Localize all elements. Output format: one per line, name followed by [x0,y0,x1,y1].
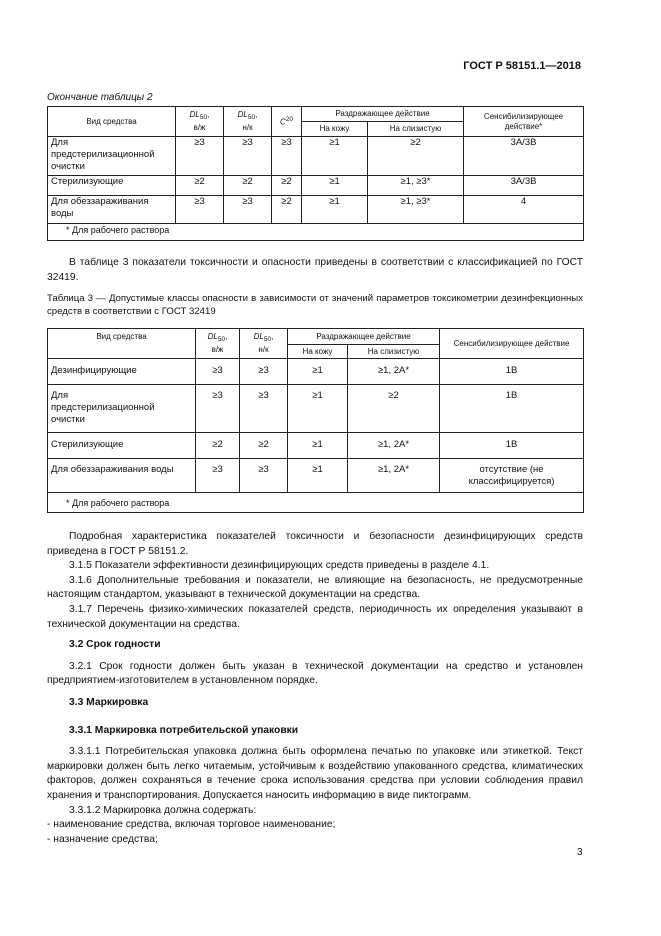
t2-head-skin: На кожу [302,122,368,137]
t3-cell-mucous: ≥2 [348,385,440,433]
t3-cell-mucous: ≥1, 2А* [348,433,440,459]
t3-cell-dl2: ≥2 [240,433,288,459]
table-row [48,459,584,493]
t3-cell-dl2: ≥3 [240,385,288,433]
t3-cell-dl2: ≥3 [240,459,288,493]
paragraph-detail: Подробная характеристика показателей токсичности и безопасности дезинфицирующих средств приведена в ГОСТ Р 58151.2. [47,531,583,557]
t3-head-irritant: Раздражающее действие [288,329,440,345]
t3-head-sensitizing: Сенсибилизирующее действие [440,329,584,359]
t2-cell-dl2: ≥3 [224,196,272,224]
t2-cell-kind: Для предстерилизационной очистки [48,137,176,176]
table3-caption: Таблица 3 — Допустимые классы опасности в зависимости от значений параметров токсикометрии дезинфекционных средств в соответствии с ГОСТ 32419 [47,293,583,317]
t3-cell-dl2: ≥3 [240,359,288,385]
table-row [48,433,584,459]
intro-paragraph: В таблице 3 показатели токсичности и опасности приведены в соответствии с классификацией по ГОСТ 32419. [47,257,583,283]
paragraph-3-1-7: 3.1.7 Перечень физико-химических показателей средств, периодичность их определения указывают в технической документации на средства. [47,603,583,630]
table2 [47,106,584,241]
table2-caption: Окончание таблицы 2 [47,92,153,103]
t2-cell-skin: ≥1 [302,137,368,176]
body-text [47,530,583,847]
table-row [48,176,584,196]
t3-cell-skin: ≥1 [288,459,348,493]
paragraph-3-2-1: 3.2.1 Срок годности должен быть указан в технической документации на средство и установлен предприятием-изготовителем в установленном порядке. [47,660,583,687]
t2-head-sensitizing: Сенсибилизирующее действие* [464,107,584,137]
paragraph-3-3-1-1: 3.3.1.1 Потребительская упаковка должна быть оформлена печатью по упаковке или этикеткой. Текст маркировки должен быть легко читаемым, устойчивым к воздействию упакованного средства, климатических факторов, должен сохраняться в течение срока использования средства при условии соблюдения правил хранения и транспортирования. Допускается наносить информацию в виде пиктограмм. [47,746,583,801]
table-row [48,359,584,385]
t3-cell-dl1: ≥3 [196,385,240,433]
t2-head-mucous: На слизистую [368,122,464,137]
t2-cell-dl2: ≥3 [224,137,272,176]
table-row [48,196,584,224]
t3-cell-sens: отсутствие (не классифицируется) [440,459,584,493]
t3-cell-skin: ≥1 [288,385,348,433]
t2-cell-sens: 4 [464,196,584,224]
t2-cell-mucous: ≥1, ≥3* [368,176,464,196]
t3-cell-dl1: ≥2 [196,433,240,459]
document-code: ГОСТ Р 58151.1—2018 [463,60,581,72]
t3-cell-skin: ≥1 [288,433,348,459]
t2-cell-mucous: ≥1, ≥3* [368,196,464,224]
t3-cell-kind: Стерилизующие [48,433,196,459]
heading-3-2: 3.2 Срок годности [69,639,161,651]
t2-cell-mucous: ≥2 [368,137,464,176]
t2-cell-skin: ≥1 [302,176,368,196]
t2-cell-sens: 3А/3В [464,137,584,176]
t2-head-c20: $C^{20}$ [272,107,302,137]
t2-cell-dl2: ≥2 [224,176,272,196]
table-row [48,385,584,433]
t2-cell-c20: ≥3 [272,137,302,176]
t3-cell-sens: 1В [440,433,584,459]
t2-head-dl1: $DL_{50}$, в/ж [176,107,224,137]
t3-cell-dl1: ≥3 [196,459,240,493]
t3-cell-kind: Для обеззараживания воды [48,459,196,493]
t3-head-dl2: $DL_{50}$, н/к [240,329,288,359]
t2-head-irritant: Раздражающее действие [302,107,464,122]
table3 [47,328,584,513]
t2-head-dl2: $DL_{50}$, н/к [224,107,272,137]
t3-cell-sens: 1В [440,359,584,385]
t3-head-mucous: На слизистую [348,345,440,359]
paragraph-3-1-5: 3.1.5 Показатели эффективности дезинфицирующих средств приведены в разделе 4.1. [69,560,490,572]
t2-head-kind: Вид средства [48,107,176,137]
t3-cell-mucous: ≥1, 2А* [348,459,440,493]
list-item: - наименование средства, включая торговое наименование; [47,819,336,831]
t3-head-kind: Вид средства [48,329,196,359]
t2-cell-c20: ≥2 [272,196,302,224]
t2-cell-dl1: ≥2 [176,176,224,196]
t2-cell-skin: ≥1 [302,196,368,224]
t3-cell-dl1: ≥3 [196,359,240,385]
t3-footnote: * Для рабочего раствора [48,493,584,513]
t3-cell-mucous: ≥1, 2А* [348,359,440,385]
page-number: 3 [577,847,583,858]
t2-cell-kind: Стерилизующие [48,176,176,196]
list-item: - назначение средства; [47,833,158,845]
t2-cell-kind: Для обеззараживания воды [48,196,176,224]
paragraph-3-3-1-2: 3.3.1.2 Маркировка должна содержать: [69,804,257,816]
t2-cell-c20: ≥2 [272,176,302,196]
t3-head-dl1: $DL_{50}$, в/ж [196,329,240,359]
heading-3-3-1: 3.3.1 Маркировка потребительской упаковки [69,724,299,736]
t2-cell-dl1: ≥3 [176,137,224,176]
t2-cell-dl1: ≥3 [176,196,224,224]
t3-cell-skin: ≥1 [288,359,348,385]
t2-footnote: * Для рабочего раствора [48,224,584,241]
table-row [48,137,584,176]
t3-head-skin: На кожу [288,345,348,359]
t3-cell-sens: 1В [440,385,584,433]
t3-cell-kind: Дезинфицирующие [48,359,196,385]
t3-cell-kind: Для предстерилизационной очистки [48,385,196,433]
t2-cell-sens: 3А/3В [464,176,584,196]
paragraph-3-1-6: 3.1.6 Дополнительные требования и показатели, не влияющие на безопасность, не предусмотренные настоящим стандартом, указывают в технической документации на средства. [47,574,583,601]
heading-3-3: 3.3 Маркировка [69,696,149,708]
